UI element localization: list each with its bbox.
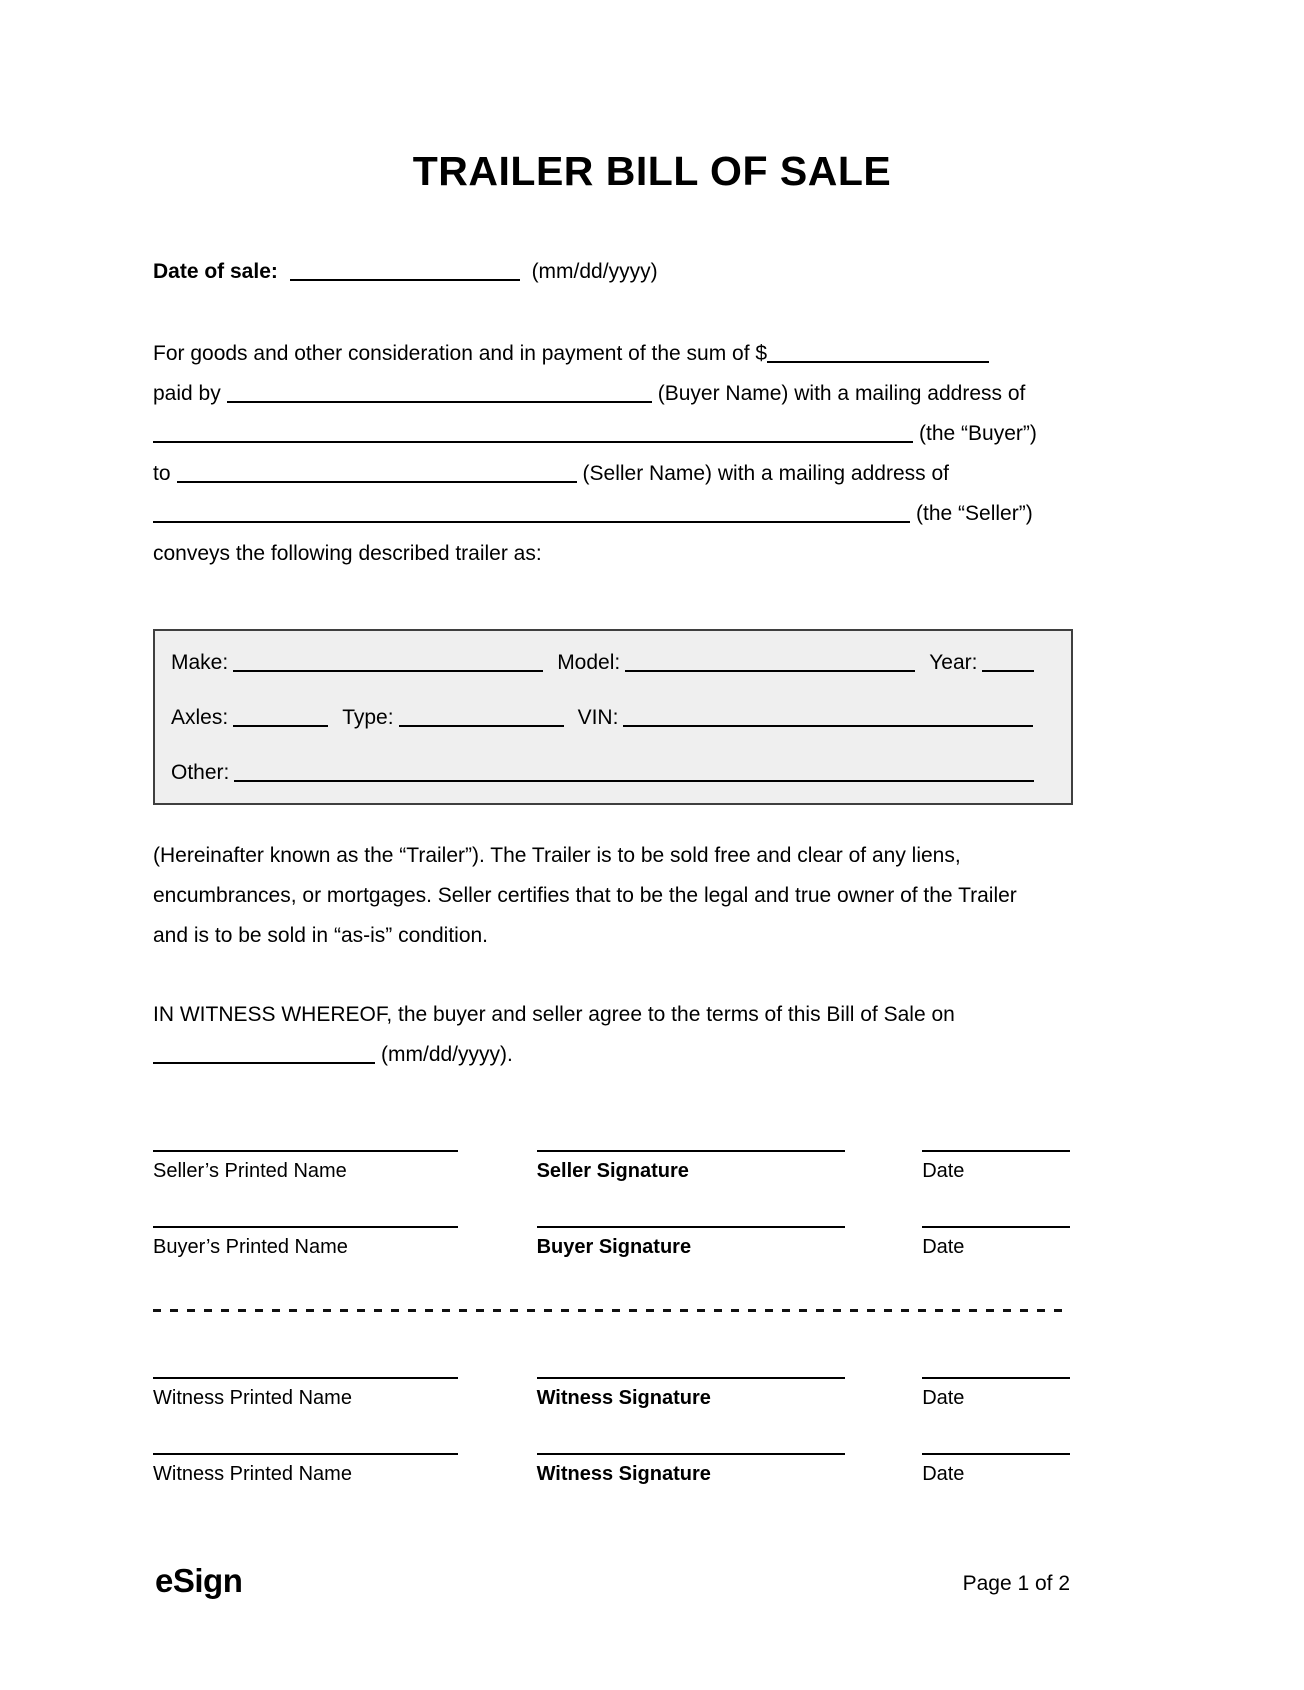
buyer-name-suffix-text: (Buyer Name) with a mailing address of <box>657 382 1026 405</box>
esign-logo: eSign <box>155 1562 243 1599</box>
seller-printed-name-col <box>153 1150 458 1183</box>
consideration-line-6 <box>153 534 1153 574</box>
consideration-line-2 <box>153 374 1153 414</box>
buyer-date-label: Date <box>922 1236 965 1258</box>
seller-name-suffix-text: (Seller Name) with a mailing address of <box>582 462 949 485</box>
witness-whereof-line-1: IN WITNESS WHEREOF, the buyer and seller agree to the terms of this Bill of Sale on <box>153 1003 955 1026</box>
witness1-signature-row <box>153 1377 1070 1410</box>
hereinafter-line-3: and is to be sold in “as-is” condition. <box>153 924 489 947</box>
seller-signature-col <box>537 1150 846 1183</box>
seller-printed-name-label: Seller’s Printed Name <box>153 1160 347 1182</box>
axles-blank[interactable] <box>233 713 328 727</box>
execution-date-blank[interactable] <box>153 1050 375 1064</box>
buyer-name-blank[interactable] <box>227 389 652 403</box>
seller-signature-label: Seller Signature <box>536 1160 689 1182</box>
date-of-sale-label: Date of sale: <box>153 260 278 283</box>
make-label: Make: <box>171 651 229 674</box>
witness2-printed-name-label: Witness Printed Name <box>153 1463 352 1485</box>
date-of-sale-blank[interactable] <box>290 267 520 281</box>
buyer-signature-label: Buyer Signature <box>536 1236 692 1258</box>
consideration-line-1 <box>153 334 1153 374</box>
witness-whereof-line-2 <box>153 1035 1153 1075</box>
witness1-printed-name-col <box>153 1377 458 1410</box>
year-label: Year: <box>929 651 978 674</box>
trailer-details-row-3 <box>171 745 1055 800</box>
seller-date-label: Date <box>922 1160 965 1182</box>
date-of-sale-row <box>153 252 658 292</box>
seller-address-blank[interactable] <box>153 509 910 523</box>
other-label: Other: <box>171 761 230 784</box>
witness1-printed-name-label: Witness Printed Name <box>153 1387 352 1409</box>
buyer-printed-name-col <box>153 1226 458 1259</box>
witness2-signature-label: Witness Signature <box>536 1463 711 1485</box>
witness2-printed-name-col <box>153 1453 458 1486</box>
buyer-defined-term: (the “Buyer”) <box>919 422 1037 445</box>
buyer-signature-col <box>537 1226 846 1259</box>
witness2-date-col <box>922 1453 1070 1486</box>
consideration-paragraph <box>153 334 1153 574</box>
year-blank[interactable] <box>982 658 1034 672</box>
seller-date-col <box>922 1150 1070 1183</box>
seller-defined-term: (the “Seller”) <box>916 502 1033 525</box>
to-text: to <box>153 462 171 485</box>
type-label: Type: <box>342 706 394 729</box>
seller-name-blank[interactable] <box>177 469 577 483</box>
seller-signature-row <box>153 1150 1070 1183</box>
witness1-signature-col <box>537 1377 846 1410</box>
axles-label: Axles: <box>171 706 229 729</box>
date-of-sale-format-hint: (mm/dd/yyyy) <box>531 260 658 283</box>
hereinafter-clause <box>153 836 1153 956</box>
model-blank[interactable] <box>625 658 915 672</box>
witness1-date-label: Date <box>922 1387 965 1409</box>
buyer-signature-row <box>153 1226 1070 1259</box>
buyer-address-blank[interactable] <box>153 429 913 443</box>
witness-whereof-clause <box>153 995 1153 1075</box>
buyer-date-col <box>922 1226 1070 1259</box>
witness-section-divider <box>153 1309 1070 1312</box>
consideration-line-4 <box>153 454 1153 494</box>
trailer-details-box <box>153 629 1073 805</box>
hereinafter-line-2: encumbrances, or mortgages. Seller certifies that to be the legal and true owner of the Trailer <box>153 884 1017 907</box>
witness2-signature-col <box>537 1453 846 1486</box>
witness1-signature-label: Witness Signature <box>536 1387 711 1409</box>
execution-date-format-hint: (mm/dd/yyyy). <box>381 1043 513 1066</box>
consideration-line-5 <box>153 494 1153 534</box>
page-number: Page 1 of 2 <box>962 1572 1070 1595</box>
consideration-line-3 <box>153 414 1153 454</box>
witness2-date-label: Date <box>922 1463 965 1485</box>
witness2-signature-row <box>153 1453 1070 1486</box>
page-title: TRAILER BILL OF SALE <box>412 148 892 194</box>
sum-amount-blank[interactable] <box>767 349 989 363</box>
make-blank[interactable] <box>233 658 543 672</box>
vin-blank[interactable] <box>623 713 1033 727</box>
trailer-details-row-1 <box>171 635 1055 690</box>
buyer-printed-name-label: Buyer’s Printed Name <box>153 1236 348 1258</box>
other-blank[interactable] <box>234 768 1034 782</box>
hereinafter-line-1: (Hereinafter known as the “Trailer”). The Trailer is to be sold free and clear of any liens, <box>153 844 961 867</box>
type-blank[interactable] <box>399 713 564 727</box>
sum-text: For goods and other consideration and in payment of the sum of $ <box>153 342 768 365</box>
vin-label: VIN: <box>577 706 619 729</box>
conveys-text: conveys the following described trailer as: <box>153 542 542 565</box>
witness1-date-col <box>922 1377 1070 1410</box>
model-label: Model: <box>557 651 621 674</box>
paid-by-text: paid by <box>153 382 221 405</box>
trailer-details-row-2 <box>171 690 1055 745</box>
